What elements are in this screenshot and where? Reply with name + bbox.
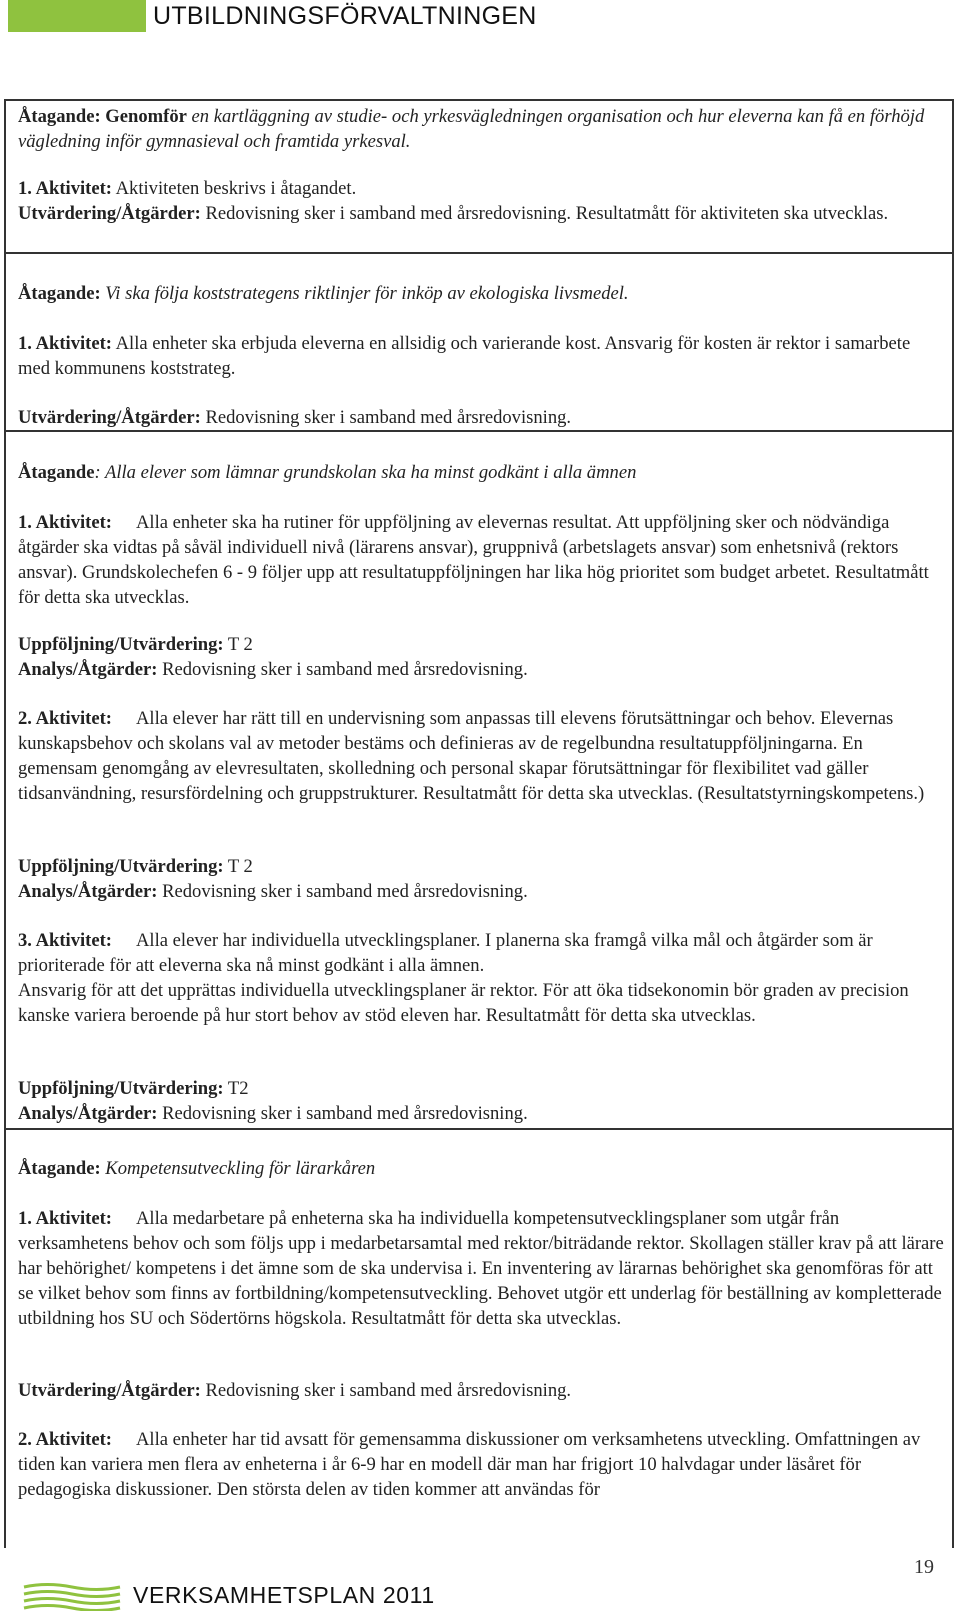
- header-color-bar: [8, 0, 146, 32]
- aktivitet-1: 1. Aktivitet: Alla enheter ska erbjuda eleverna en allsidig och varierande kost. Ansvarig för kosten är rektor i samarbete med kommunens koststrateg.: [18, 333, 911, 379]
- section-godkant: [4, 430, 954, 1130]
- uppfoljning-1: Uppföljning/Utvärdering: T 2: [18, 634, 253, 655]
- analys-2: Analys/Åtgärder: Redovisning sker i samband med årsredovisning.: [18, 881, 528, 902]
- aktivitet-1: 1. Aktivitet: Alla medarbetare på enheterna ska ha individuella kompetensutvecklingsplaner som utgår från verksamhetens behov och som följs upp i medarbetarsamtal med rektor/biträdande rektor. Skollagen ställer krav på att lärare har behörighet/ kompetens i det ämne som de ska undervisa i. En inventering av lärarnas behörighet ska genomföras för att se vilket behov som finns av fortbildning/kompetensutveckling. Behovet utgör ett underlag för beställning av kompletterade utbildning hos SU och Södertörns högskola. Resultatmått för detta ska utvecklas.: [18, 1208, 944, 1329]
- atagande-heading: Åtagande: Kompetensutveckling för lärarkåren: [18, 1158, 376, 1179]
- analys-3: Analys/Åtgärder: Redovisning sker i samband med årsredovisning.: [18, 1103, 528, 1124]
- section-kost: [4, 252, 954, 432]
- uppfoljning-3: Uppföljning/Utvärdering: T2: [18, 1078, 249, 1099]
- analys-1: Analys/Åtgärder: Redovisning sker i samband med årsredovisning.: [18, 659, 528, 680]
- aktivitet-1: 1. Aktivitet: Aktiviteten beskrivs i åtagandet.: [18, 178, 357, 199]
- aktivitet-2: 2. Aktivitet: Alla enheter har tid avsatt för gemensamma diskussioner om verksamhetens utveckling. Omfattningen av tiden kan variera men flera av enheterna i år 6-9 har en modell där man har frigjort 10 halvdagar under läsåret för pedagogiska diskussioner. Den största delen av tiden kommer att användas för: [18, 1429, 921, 1500]
- aktivitet-3: 3. Aktivitet: Alla elever har individuella utvecklingsplaner. I planerna ska framgå vilka mål och åtgärder som är prioriterade för att eleverna ska nå minst godkänt i alla ämnen. Ansvarig för att det upprättas individuella utvecklingsplaner är rektor. För att öka tidsekonomin bör graden av precision kanske variera beroende på hur stort behov av stöd eleven har. Resultatmått för detta ska utvecklas.: [18, 930, 909, 1026]
- atagande-heading: Åtagande: Alla elever som lämnar grundskolan ska ha minst godkänt i alla ämnen: [18, 462, 637, 483]
- section-kartlaggning: [4, 99, 954, 254]
- uppfoljning-2: Uppföljning/Utvärdering: T 2: [18, 856, 253, 877]
- atagande-heading: Åtagande: Genomför en kartläggning av studie- och yrkesvägledningen organisation och hur eleverna kan få en förhöjd vägledning inför gymnasieval och framtida yrkesval.: [18, 106, 925, 152]
- utvardering: Utvärdering/Åtgärder: Redovisning sker i samband med årsredovisning.: [18, 1380, 572, 1401]
- atagande-heading: Åtagande: Vi ska följa koststrategens riktlinjer för inköp av ekologiska livsmedel.: [18, 283, 629, 304]
- utvardering: Utvärdering/Åtgärder: Redovisning sker i samband med årsredovisning. Resultatmått för aktiviteten ska utvecklas.: [18, 203, 889, 224]
- utvardering: Utvärdering/Åtgärder: Redovisning sker i samband med årsredovisning.: [18, 407, 572, 428]
- section-kompetensutveckling: [4, 1128, 954, 1548]
- footer-title: VERKSAMHETSPLAN 2011: [133, 1582, 435, 1608]
- aktivitet-1: 1. Aktivitet: Alla enheter ska ha rutiner för uppföljning av elevernas resultat. Att uppföljning sker och nödvändiga åtgärder ska vidtas på såväl individuell nivå (lärarens ansvar), gruppnivå (arbetslagets ansvar) som enhetsnivå (rektors ansvar). Grundskolechefen 6 - 9 följer upp att resultatuppföljningen har lika hög prioritet som budget arbetet. Resultatmått för detta ska utvecklas.: [18, 512, 929, 608]
- page-number: 19: [914, 1556, 934, 1578]
- wave-logo-icon: [22, 1581, 122, 1611]
- header-title: UTBILDNINGSFÖRVALTNINGEN: [153, 2, 537, 30]
- aktivitet-2: 2. Aktivitet: Alla elever har rätt till en undervisning som anpassas till elevens förutsättningar och behov. Elevernas kunskapsbehov och skolans val av metoder bestäms och definieras av de regelbundna resultatuppföljningarna. En gemensam genomgång av elevresultaten, skolledning och personal skapar förutsättningar för flexibilitet vad gäller tidsanvändning, resursfördelning och gruppstrukturer. Resultatmått för detta ska utvecklas. (Resultatstyrningskompetens.): [18, 708, 925, 804]
